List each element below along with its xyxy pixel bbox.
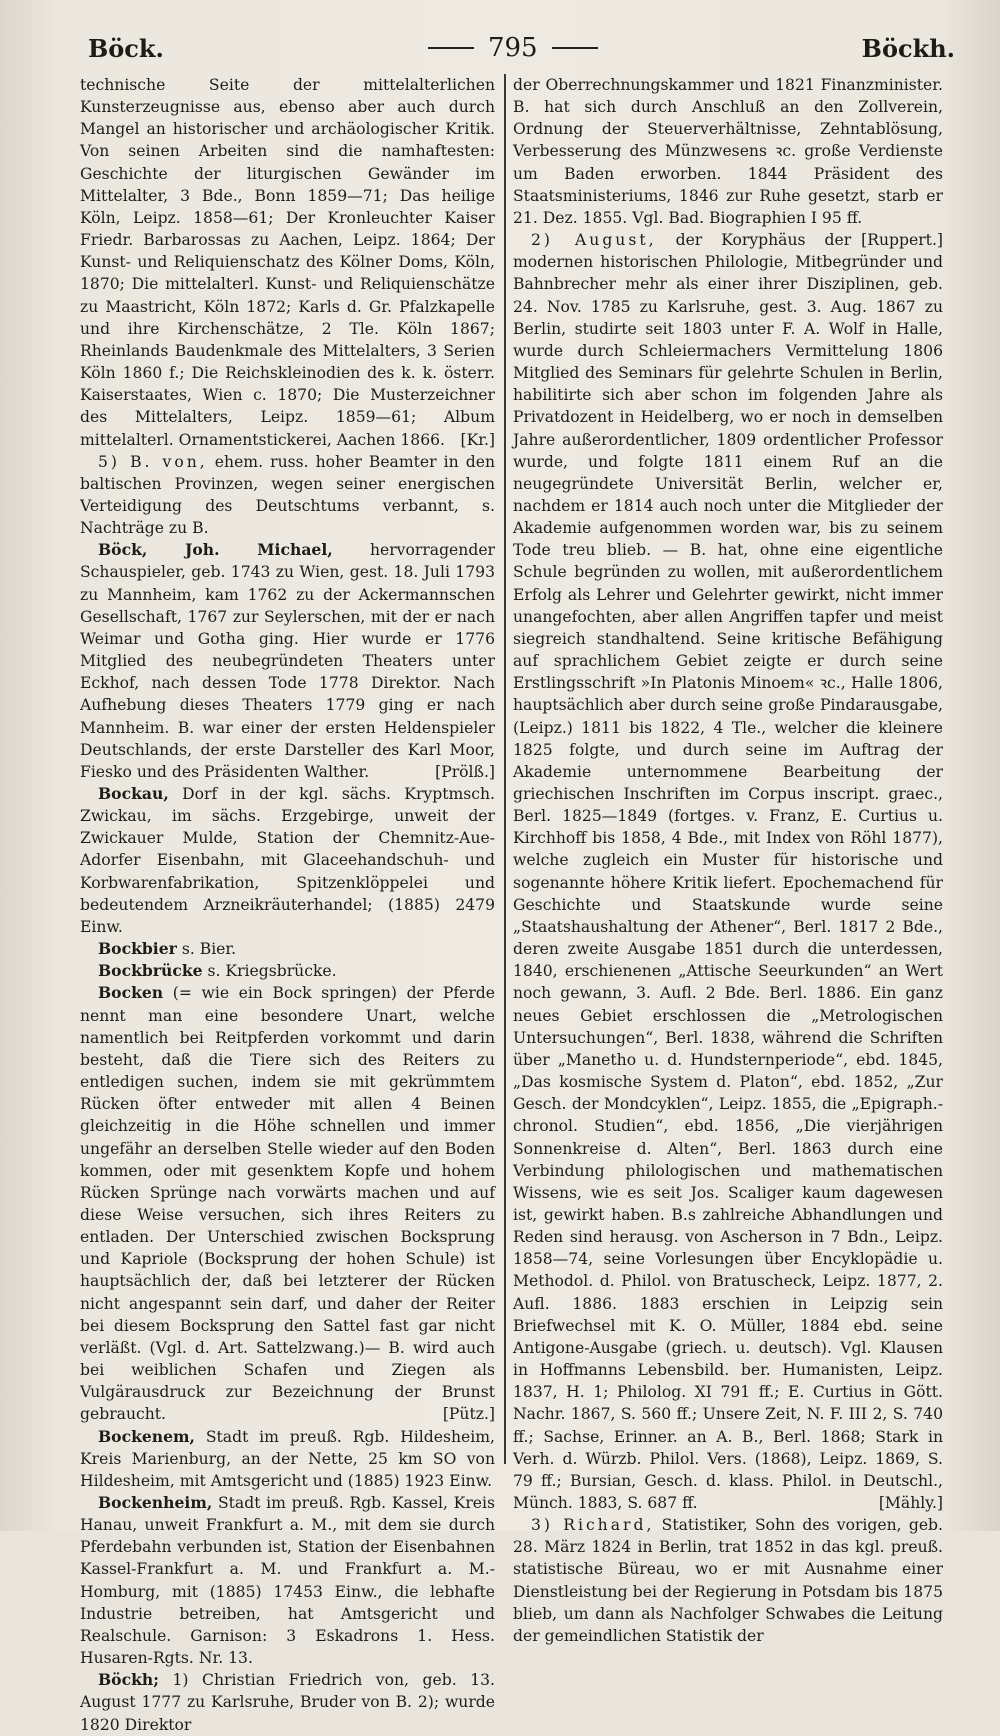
- entry-boeckh-2-august: [513, 229, 943, 1514]
- author-signature: [Pütz.]: [442, 1405, 495, 1424]
- entry-bocken: [80, 982, 495, 1425]
- entry-boeckh-1: [80, 1669, 495, 1735]
- entry-text: Stadt im preuß. Rgb. Hildesheim, Kreis Marienburg, an der Nette, 25 km SO von Hildesheim, mit Amtsgericht und (1885) 1923 Einw.: [80, 1427, 495, 1490]
- header-right-catchword: Böckh.: [861, 33, 955, 63]
- entry-headword: Bockau,: [98, 784, 169, 803]
- entry-boeck-johann-michael: [80, 539, 495, 783]
- author-signature: [Mähly.]: [878, 1494, 943, 1512]
- entry-bock-5: [80, 451, 495, 540]
- entry-text: Statistiker, Sohn des vorigen, geb. 28. März 1824 in Berlin, trat 1852 in das kgl. preuß. statistische Büreau, wo er mit Ausnahme einer Dienstleistung bei der Regierung in Potsdam bis 1875 blieb, um dann als Nachfolger Schwabes die Leitung der gemeindlichen Statistik der: [513, 1516, 943, 1645]
- entry-continuation: [80, 74, 495, 451]
- header-page-number-group: [428, 33, 598, 63]
- author-signature: [Kr.]: [460, 430, 495, 449]
- entry-headword: Bockbrücke: [98, 961, 203, 981]
- page-header: [88, 28, 955, 68]
- entry-bockenem: [80, 1426, 495, 1492]
- header-left-catchword: Böck.: [88, 33, 164, 63]
- entry-text: (= wie ein Bock springen) der Pferde nennt man eine besondere Unart, welche namentlich bei Reitpferden vorkommt und darin besteht, daß die Tiere sich des Reiters zu entledigen suchen, indem sie mit gekrümmtem Rücken öfter entweder mit allen 4 Beinen gleichzeitig in die Höhe schnellen und immer ungefähr an derselben Stelle wieder auf den Boden kommen, oder mit gesenktem Kopfe und hohem Rücken Sprünge nach vorwärts machen und auf diese Weise versuchen, sich ihres Reiters zu entladen. Der Unterschied zwischen Bocksprung und Kapriole (Bocksprung der hohen Schule) ist hauptsächlich der, daß bei letzterer der Rücken nicht angespannt sein darf, und daher der Reiter bei diesem Bocksprung den Sattel fast gar nicht verläßt. (Vgl. d. Art. Sattelzwang.)— B. wird auch bei weiblichen Schafen und Ziegen als Vulgärausdruck zur Bezeichnung der Brunst gebraucht.: [80, 984, 495, 1424]
- entry-bockau: [80, 783, 495, 938]
- entry-bockbruecke: [80, 960, 495, 982]
- entry-headword: Bockenem,: [98, 1426, 195, 1446]
- left-column: [80, 74, 495, 1736]
- entry-headword: 5) B. von,: [98, 452, 208, 471]
- author-signature: [Ruppert.]: [861, 231, 943, 250]
- entry-text: s. Bier.: [176, 940, 237, 959]
- entry-headword: 3) Richard,: [531, 1516, 655, 1535]
- entry-headword: Bockenheim,: [98, 1493, 213, 1512]
- entry-bockenheim: [80, 1492, 495, 1669]
- right-column: [513, 74, 943, 1647]
- entry-headword: Böck, Joh. Michael,: [98, 540, 333, 560]
- entry-text: hervorragender Schauspieler, geb. 1743 zu Wien, gest. 18. Juli 1793 zu Mannheim, kam 1762 zu der Ackermannschen Gesellschaft, 1767 zur Seylerschen, mit der er nach Weimar und Gotha ging. Hier wurde er 1776 Mitglied des neubegründeten Theaters unter Eckhof, nach dessen Tode 1778 Direktor. Nach Aufhebung dieses Theaters 1779 ging er nach Mannheim. B. war einer der ersten Heldenspieler Deutschlands, der erste Darsteller des Karl Moor, Fiesko und des Präsidenten Walther.: [80, 541, 495, 781]
- header-dash-right: [552, 47, 598, 49]
- entry-headword: Böckh;: [98, 1670, 159, 1690]
- author-signature: [Prölß.]: [435, 762, 495, 781]
- entry-text: Stadt im preuß. Rgb. Kassel, Kreis Hanau, unweit Frankfurt a. M., mit dem sie durch Pferdebahn verbunden ist, Station der Eisenbahnen Kassel-Frankfurt a. M. und Frankfurt a. M.-Homburg, mit (1885) 17453 Einw., die lebhafte Industrie betreiben, hat Amtsgericht und Realschule. Garnison: 3 Eskadrons 1. Hess. Husaren-Rgts. Nr. 13.: [80, 1494, 495, 1668]
- entry-text: s. Kriegsbrücke.: [202, 962, 337, 981]
- entry-text: ehem. russ. hoher Beamter in den baltischen Provinzen, wegen seiner energischen Verteidigung des Deutschtums verbannt, s. Nachträge zu B.: [80, 452, 495, 538]
- entry-text: 1) Christian Friedrich von, geb. 13. August 1777 zu Karlsruhe, Bruder von B. 2); wurde 1820 Direktor: [80, 1671, 495, 1734]
- entry-text: der Oberrechnungskammer und 1821 Finanzminister. B. hat sich durch Anschluß an den Zollverein, Ordnung der Steuerverhältnisse, Zehntablösung, Verbesserung des Münzwesens ꝛc. große Verdienste um Baden erworben. 1844 Präsident des Staatsministeriums, 1846 zur Ruhe gesetzt, starb er 21. Dez. 1855. Vgl. Bad. Biographien I 95 ff.: [513, 76, 943, 227]
- entry-text: technische Seite der mittelalterlichen Kunsterzeugnisse aus, ebenso aber auch durch Mangel an historischer und archäologischer Kritik. Von seinen Arbeiten sind die namhaftesten: Geschichte der liturgischen Gewänder im Mittelalter, 3 Bde., Bonn 1859—71; Das heilige Köln, Leipz. 1858—61; Der Kronleuchter Kaiser Friedr. Barbarossas zu Aachen, Leipz. 1864; Der Kunst- und Reliquienschatz des Kölner Doms, Köln, 1870; Die mittelalterl. Kunst- und Reliquienschätze zu Maastricht, Köln 1872; Karls d. Gr. Pfalzkapelle und ihre Kirchenschätze, 2 Tle. Köln 1867; Rheinlands Baudenkmale des Mittelalters, 3 Serien Köln 1860 f.; Die Reichskleinodien des k. k. österr. Kaiserstaates, Wien c. 1870; Die Musterzeichner des Mittelalters, Leipz. 1859—61; Album mittelalterl. Ornamentstickerei, Aachen 1866.: [80, 76, 495, 449]
- entry-text: der Koryphäus der modernen historischen Philologie, Mitbegründer und Bahnbrecher mehr als einer ihrer Disziplinen, geb. 24. Nov. 1785 zu Karlsruhe, gest. 3. Aug. 1867 zu Berlin, studirte seit 1803 unter F. A. Wolf in Halle, wurde durch Schleiermachers Vermittelung 1806 Mitglied des Seminars für gelehrte Schulen in Berlin, habilitirte sich aber schon im folgenden Jahre als Privatdozent in Heidelberg, wo er noch in demselben Jahre außerordentlicher, 1809 ordentlicher Professor wurde, und folgte 1811 einem Ruf an die neugegründete Universität Berlin, welcher er, nachdem er 1814 auch noch unter die Mitglieder der Akademie aufgenommen worden war, bis zu seinem Tode treu blieb. — B. hat, ohne eine eigentliche Schule begründen zu wollen, mit außerordentlichem Erfolg als Lehrer und Gelehrter gewirkt, nicht immer unangefochten, aber allen Angriffen tapfer und meist siegreich standhaltend. Seine kritische Befähigung auf sprachlichem Gebiet zeigte er durch seine Erstlingsschrift »In Platonis Minoem« ꝛc., Halle 1806, hauptsächlich aber durch seine große Pindarausgabe, (Leipz.) 1811 bis 1822, 4 Tle., welcher die kleinere 1825 folgte, und durch seine im Auftrag der Akademie unternommene Bearbeitung der griechischen Inschriften im Corpus inscript. graec., Berl. 1825—1849 (fortges. v. Franz, E. Curtius u. Kirchhoff bis 1858, 4 Bde., mit Index von Röhl 1877), welche zugleich ein Muster für historische und sogenannte höhere Kritik liefert. Epochemachend für Geschichte und Staatskunde wurde seine „Staatshaushaltung der Athener“, Berl. 1817 2 Bde., deren zweite Ausgabe 1851 durch die unterdessen, 1840, erschienenen „Attische Seeurkunden“ an Wert noch gewann, 3. Aufl. 2 Bde. Berl. 1886. Ein ganz neues Gebiet erschlossen die „Metrologischen Untersuchungen“, Berl. 1838, während die Schriften über „Manetho u. d. Hundsternperiode“, ebd. 1845, „Das kosmische System d. Platon“, ebd. 1852, „Zur Gesch. der Mondcyklen“, Leipz. 1855, die „Epigraph.-chronol. Studien“, ebd. 1856, „Die vierjährigen Sonnenkreise d. Alten“, Berl. 1863 durch eine Verbindung philologischen und mathematischen Wissens, wie es seit Jos. Scaliger kaum dagewesen ist, gewirkt haben. B.s zahlreiche Abhandlungen und Reden sind herausg. von Ascherson in 7 Bdn., Leipz. 1858—74, seine Vorlesungen über Encyklopädie u. Methodol. d. Philol. von Bratuscheck, Leipz. 1877, 2. Aufl. 1886. 1883 erschien in Leipzig sein Briefwechsel mit K. O. Müller, 1884 ebd. seine Antigone-Ausgabe (griech. u. deutsch). Vgl. Klausen in Hoffmanns Lebensbild. ber. Humanisten, Leipz. 1837, H. 1; Philolog. XI 791 ff.; E. Curtius in Gött. Nachr. 1867, S. 560 ff.; Unsere Zeit, N. F. III 2, S. 740 ff.; Sachse, Erinner. an A. B., Berl. 1868; Stark in Verh. d. Würzb. Philol. Vers. (1868), Leipz. 1869, S. 79 ff.; Bursian, Gesch. d. klass. Philol. in Deutschl., Münch. 1883, S. 687 ff.: [513, 231, 943, 1512]
- column-divider: [504, 74, 506, 1464]
- header-dash-left: [428, 47, 474, 49]
- entry-headword: Bocken: [98, 983, 164, 1003]
- entry-headword: Bockbier: [98, 939, 177, 959]
- entry-text: Dorf in der kgl. sächs. Kryptmsch. Zwickau, im sächs. Erzgebirge, unweit der Zwickauer Mulde, Station der Chemnitz-Aue-Adorfer Eisenbahn, mit Glaceehandschuh- und Korbwarenfabrikation, Spitzenklöppelei und bedeutendem Arzneikräuterhandel; (1885) 2479 Einw.: [80, 785, 495, 936]
- entry-boeckh-3-richard: [513, 1514, 943, 1647]
- page-number: 795: [487, 33, 538, 63]
- entry-headword: 2) August,: [531, 231, 657, 250]
- entry-bockbier: [80, 938, 495, 960]
